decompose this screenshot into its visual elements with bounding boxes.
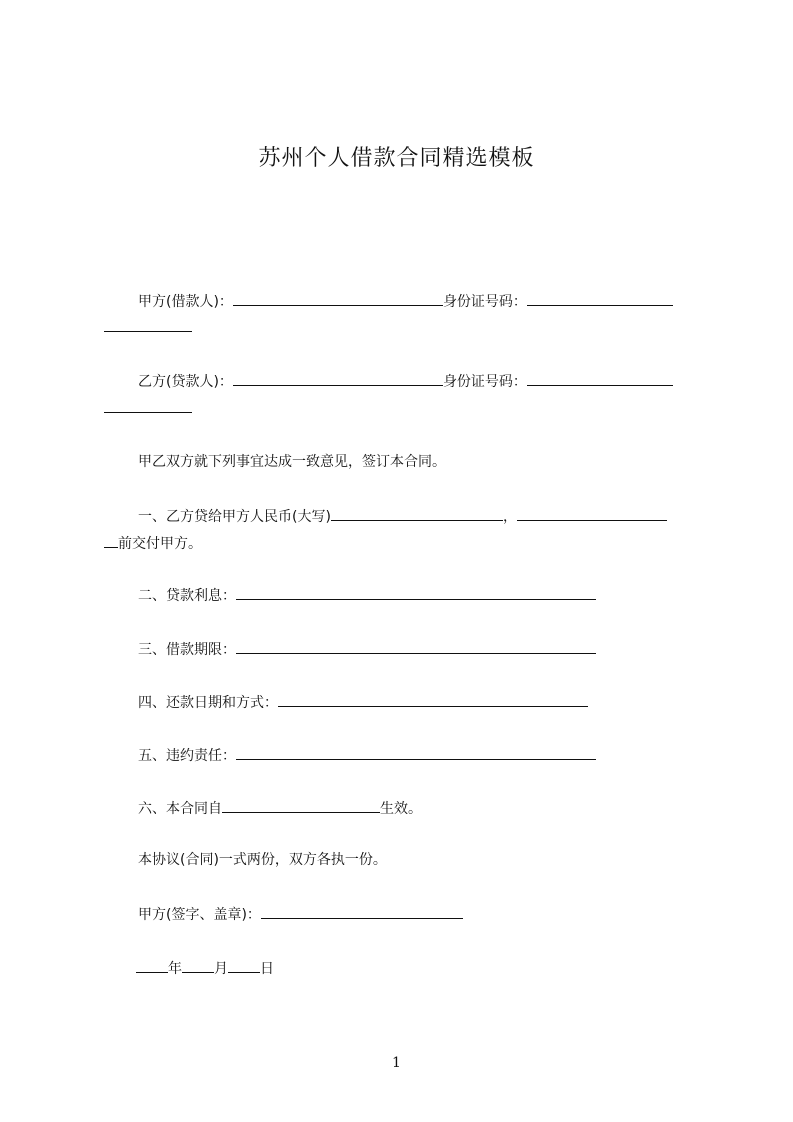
amount-blank[interactable] bbox=[331, 505, 503, 521]
delivery-date-blank[interactable] bbox=[517, 505, 667, 521]
clause-1-continuation bbox=[104, 532, 202, 554]
party-a-id-blank[interactable] bbox=[527, 290, 673, 306]
clause-1-prefix: 一、乙方贷给甲方人民币(大写) bbox=[138, 509, 331, 525]
clause-5-line bbox=[138, 744, 596, 766]
party-b-id-continuation bbox=[104, 397, 192, 419]
month-blank[interactable] bbox=[182, 957, 214, 973]
clause-2-label: 二、贷款利息： bbox=[138, 588, 236, 604]
document-title: 苏州个人借款合同精选模板 bbox=[258, 146, 535, 171]
day-label: 日 bbox=[260, 961, 274, 977]
repayment-blank[interactable] bbox=[278, 691, 588, 707]
day-blank[interactable] bbox=[228, 957, 260, 973]
date-line bbox=[136, 957, 274, 979]
clause-2-line bbox=[138, 584, 596, 606]
liability-blank[interactable] bbox=[236, 744, 596, 760]
party-a-id-label: 身份证号码： bbox=[442, 294, 527, 310]
interest-blank[interactable] bbox=[236, 584, 596, 600]
party-b-id-blank[interactable] bbox=[527, 370, 673, 386]
clause-6-prefix: 六、本合同自 bbox=[138, 801, 222, 817]
party-a-id-blank-continued[interactable] bbox=[104, 316, 192, 332]
year-label: 年 bbox=[168, 961, 182, 977]
clause-6-line bbox=[138, 797, 422, 819]
clause-1-comma: ， bbox=[502, 509, 517, 525]
clause-4-line bbox=[138, 691, 588, 713]
effective-date-blank[interactable] bbox=[222, 797, 380, 813]
clause-1-line bbox=[138, 505, 667, 527]
party-b-name-blank[interactable] bbox=[233, 370, 443, 386]
party-b-id-label: 身份证号码： bbox=[442, 374, 527, 390]
clause-3-label: 三、借款期限： bbox=[138, 642, 236, 658]
loan-term-blank[interactable] bbox=[236, 638, 596, 654]
party-b-id-blank-continued[interactable] bbox=[104, 397, 192, 413]
copies-text: 本协议(合同)一式两份，双方各执一份。 bbox=[138, 852, 387, 868]
delivery-date-blank-continued[interactable] bbox=[104, 532, 118, 548]
party-b-line bbox=[138, 370, 673, 392]
party-a-label: 甲方(借款人)： bbox=[138, 294, 233, 310]
signature-blank[interactable] bbox=[261, 903, 463, 919]
party-a-line bbox=[138, 290, 673, 312]
clause-4-label: 四、还款日期和方式： bbox=[138, 695, 278, 711]
party-a-id-continuation bbox=[104, 316, 192, 338]
clause-5-label: 五、违约责任： bbox=[138, 748, 236, 764]
clause-6-suffix: 生效。 bbox=[380, 801, 422, 817]
signature-line bbox=[138, 903, 463, 925]
party-b-label: 乙方(贷款人)： bbox=[138, 374, 233, 390]
intro-text: 甲乙双方就下列事宜达成一致意见，签订本合同。 bbox=[138, 454, 446, 470]
party-a-name-blank[interactable] bbox=[233, 290, 443, 306]
clause-1-suffix: 前交付甲方。 bbox=[118, 536, 202, 552]
month-label: 月 bbox=[214, 961, 228, 977]
signature-label: 甲方(签字、盖章)： bbox=[138, 907, 261, 923]
clause-3-line bbox=[138, 638, 596, 660]
page-number: 1 bbox=[392, 1055, 401, 1071]
year-blank[interactable] bbox=[136, 957, 168, 973]
